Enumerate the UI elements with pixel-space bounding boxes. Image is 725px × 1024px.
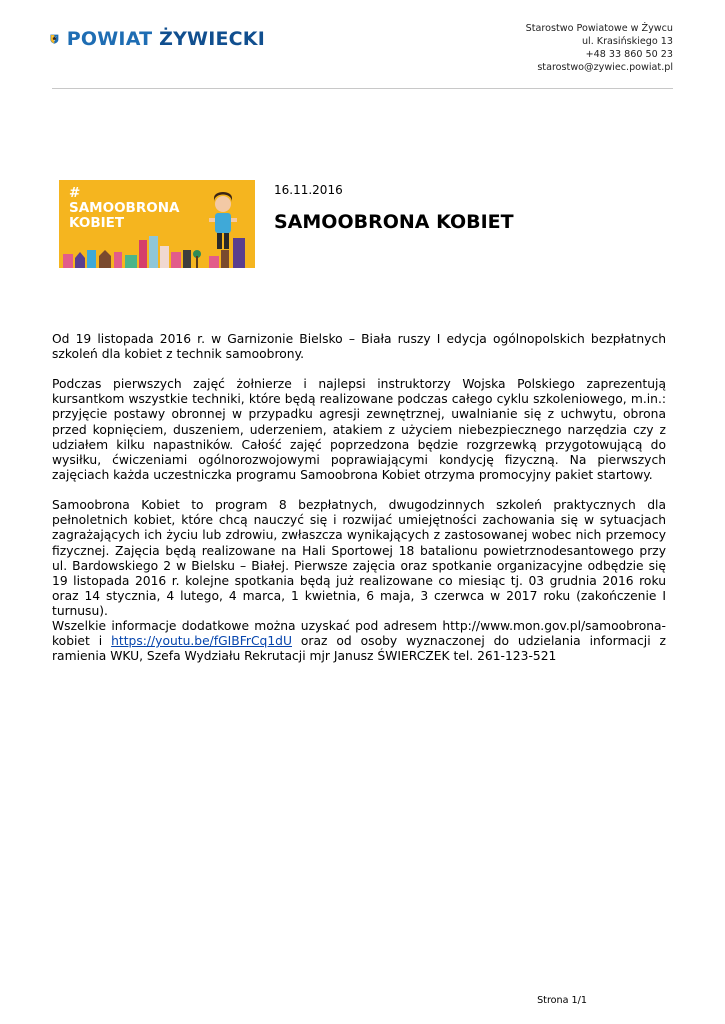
contact-block [526, 22, 673, 74]
crest-icon [50, 17, 59, 61]
logo-text-regular: POWIAT [66, 28, 160, 50]
paragraph-4 [52, 619, 666, 665]
paragraph-4-text-end: oraz od osoby wyznaczonej do udzielania informacji z ramienia WKU, Szefa Wydziału Rekrutacji mjr Janusz ŚWIERCZEK tel. 261-123-521 [52, 634, 666, 664]
header-divider [52, 88, 673, 89]
paragraph-2: Podczas pierwszych zajęć żołnierze i najlepsi instruktorzy Wojska Polskiego zaprezentują kursantkom wszystkie techniki, które będą realizowane podczas całego cyklu szkoleniowego, m.in.: przyjęcie postawy obronnej w przypadku agresji zewnętrznej, uwalnianie się z uchwytu, obrona przed kopnięciem, duszeniem, uderzeniem, atakiem z użyciem niebezpiecznego narzędzia czy z udziałem kilku napastników. Całość zajęć poprzedzona będzie rozgrzewką przygotowującą do wysiłku, ćwiczeniami ogólnorozwojowymi poprawiającymi kondycję fizyczną. Na pierwszych zajęciach każda uczestniczka programu Samoobrona Kobiet otrzyma promocyjny pakiet startowy. [52, 377, 666, 483]
banner-hash: # [69, 185, 81, 201]
paragraph-4-text-start: Wszelkie informacje dodatkowe można uzyskać pod adresem http://www.mon.gov.pl/samoobrona-kobiet i [52, 619, 666, 649]
contact-address: ul. Krasińskiego 13 [581, 36, 673, 47]
page-number: Strona 1/1 [537, 995, 587, 1006]
banner-illustration [59, 180, 255, 268]
logo-text [67, 28, 265, 50]
contact-phone: +48 33 860 50 23 [585, 49, 673, 60]
logo [50, 16, 265, 62]
article-title: SAMOOBRONA KOBIET [274, 211, 514, 233]
contact-office: Starostwo Powiatowe w Żywcu [525, 23, 673, 34]
contact-email: starostwo@zywiec.powiat.pl [537, 62, 673, 73]
youtube-link[interactable]: https://youtu.be/fGIBFrCq1dU [111, 634, 292, 649]
banner-line-1: SAMOOBRONA [69, 200, 180, 216]
paragraph-3: Samoobrona Kobiet to program 8 bezpłatnych, dwugodzinnych szkoleń praktycznych dla pełnoletnich kobiet, które chcą nauczyć się i rozwijać umiejętności zachowania się w sytuacjach zagrażających ich życiu lub zdrowiu, zwłaszcza wynikających z zastosowanej wobec nich przemocy fizycznej. Zajęcia będą realizowane na Hali Sportowej 18 batalionu powietrznodesantowego przy ul. Bardowskiego 2 w Bielsku – Białej. Pierwsze zajęcia oraz spotkanie organizacyjne odbędzie się 19 listopada 2016 r. kolejne spotkania będą już realizowane co miesiąc tj. 03 grudnia 2016 roku oraz 14 stycznia, 4 lutego, 4 marca, 1 kwietnia, 6 maja, 3 czerwca w 2017 roku (zakończenie I turnusu). [52, 498, 666, 619]
article-banner-image [59, 180, 255, 268]
banner-line-2: KOBIET [69, 215, 125, 231]
paragraph-1: Od 19 listopada 2016 r. w Garnizonie Bielsko – Biała ruszy I edycja ogólnopolskich bezpłatnych szkoleń dla kobiet z technik samoobrony. [52, 332, 666, 362]
article-date: 16.11.2016 [274, 183, 343, 197]
logo-text-bold: ŻYWIECKI [159, 28, 265, 50]
